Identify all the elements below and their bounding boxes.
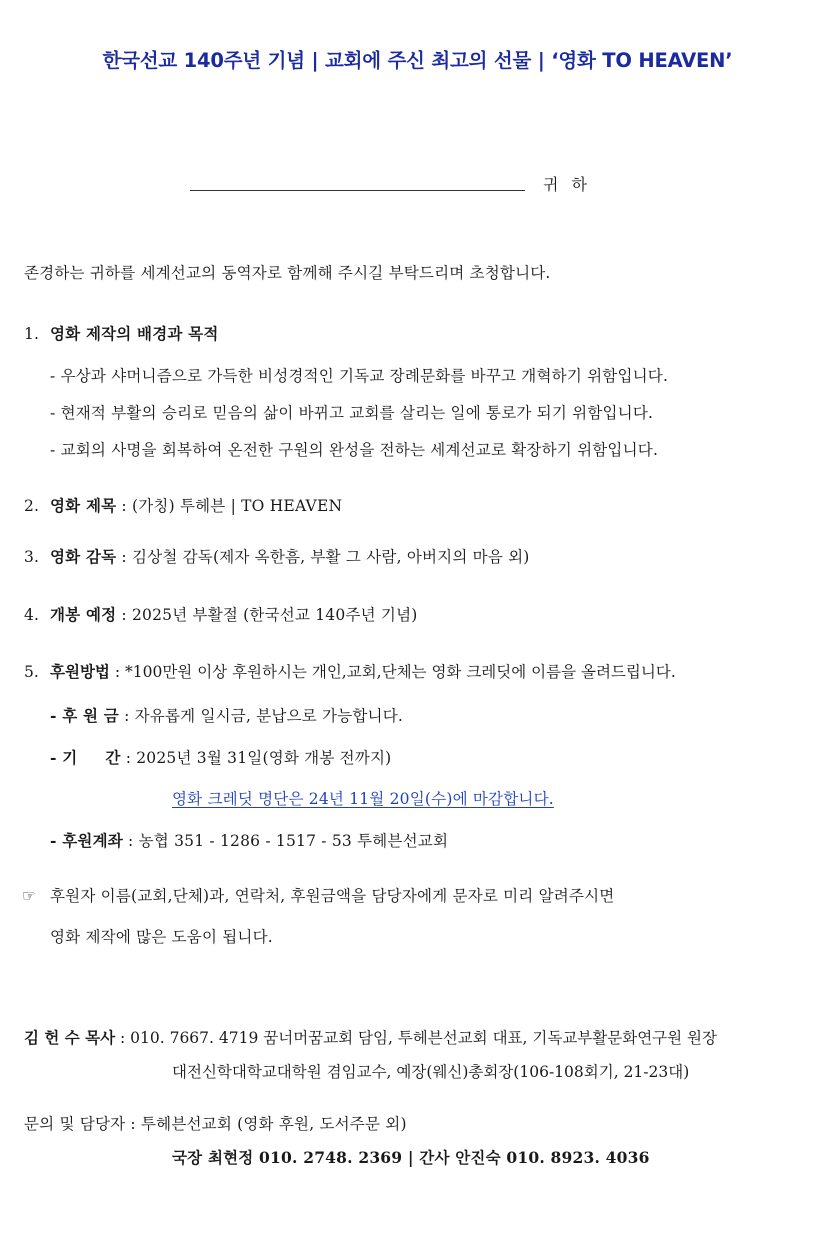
document-title: 한국선교 140주년 기념 | 교회에 주신 최고의 선물 | ‘영화 TO HEAVEN’: [102, 49, 733, 72]
section-label: 개봉 예정: [50, 605, 117, 624]
contact-people: 국장 최현정 010. 2748. 2369 | 간사 안진숙 010. 8923. 4036: [172, 1148, 650, 1167]
pastor-details: : 010. 7667. 4719 꿈너머꿈교회 담임, 투헤븐선교회 대표, 기독교부활문화연구원 원장: [115, 1029, 717, 1047]
note-text: 후원자 이름(교회,단체)과, 연락처, 후원금액을 담당자에게 문자로 미리 알려주시면: [50, 887, 615, 905]
support-amount-row: [50, 704, 403, 726]
support-period-row: [50, 746, 391, 768]
donor-note-line-2: 영화 제작에 많은 도움이 됩니다.: [50, 928, 273, 946]
support-account-label: - 후원계좌: [50, 831, 123, 850]
section-label: 영화 제목: [50, 496, 117, 515]
section-value: : (가칭) 투헤븐 | TO HEAVEN: [116, 497, 343, 515]
section-label: 영화 제작의 배경과 목적: [50, 324, 219, 343]
support-period-value: : 2025년 3월 31일(영화 개봉 전까지): [120, 749, 392, 767]
credit-deadline-note: 영화 크레딧 명단은 24년 11월 20일(수)에 마감합니다.: [172, 790, 554, 808]
support-account-row: [50, 829, 448, 851]
section-1-bullet: - 교회의 사명을 회복하여 온전한 구원의 완성을 전하는 세계선교로 확장하기 위함입니다.: [50, 441, 659, 459]
section-number: 3.: [24, 548, 40, 566]
support-account-value: : 농협 351 - 1286 - 1517 - 53 투헤븐선교회: [122, 832, 449, 850]
section-1-bullet: - 현재적 부활의 승리로 믿음의 삶이 바뀌고 교회를 살리는 일에 통로가 되기 위함입니다.: [50, 404, 654, 422]
section-3-director: [24, 545, 530, 567]
pointing-hand-icon: ☞: [22, 887, 37, 905]
section-number: 2.: [24, 497, 40, 515]
pastor-info-line-2: 대전신학대학교대학원 겸임교수, 예장(웨신)총회장(106-108회기, 21-23대): [172, 1063, 690, 1081]
section-value: : 김상철 감독(제자 옥한흠, 부활 그 사람, 아버지의 마음 외): [116, 548, 530, 566]
section-number: 5.: [24, 663, 39, 681]
pastor-info-line-1: [24, 1026, 717, 1048]
pastor-name: 김 헌 수 목사: [24, 1028, 116, 1047]
support-period-label: - 기 간: [50, 748, 121, 767]
donor-note-line-1: [22, 884, 614, 906]
section-number: 1.: [24, 325, 40, 343]
section-5-support: [24, 660, 676, 682]
recipient-honorific: 귀 하: [543, 175, 591, 194]
intro-text: 존경하는 귀하를 세계선교의 동역자로 함께해 주시길 부탁드리며 초청합니다.: [24, 264, 551, 282]
section-label: 후원방법: [50, 662, 110, 681]
section-1-bullet: - 우상과 샤머니즘으로 가득한 비성경적인 기독교 장례문화를 바꾸고 개혁하기 위함입니다.: [50, 367, 669, 385]
section-1-heading: [24, 322, 219, 344]
section-4-release: [24, 603, 417, 625]
section-value: : *100만원 이상 후원하시는 개인,교회,단체는 영화 크레딧에 이름을 올려드립니다.: [109, 663, 676, 681]
section-label: 영화 감독: [50, 547, 117, 566]
recipient-name-line: [190, 190, 525, 191]
contact-label: 문의 및 담당자 : 투헤븐선교회 (영화 후원, 도서주문 외): [24, 1115, 407, 1133]
section-value: : 2025년 부활절 (한국선교 140주년 기념): [116, 606, 418, 624]
support-amount-value: : 자유롭게 일시금, 분납으로 가능합니다.: [118, 707, 404, 725]
section-2-movie-title: [24, 494, 342, 516]
support-amount-label: - 후 원 금: [50, 706, 119, 725]
section-number: 4.: [24, 606, 40, 624]
